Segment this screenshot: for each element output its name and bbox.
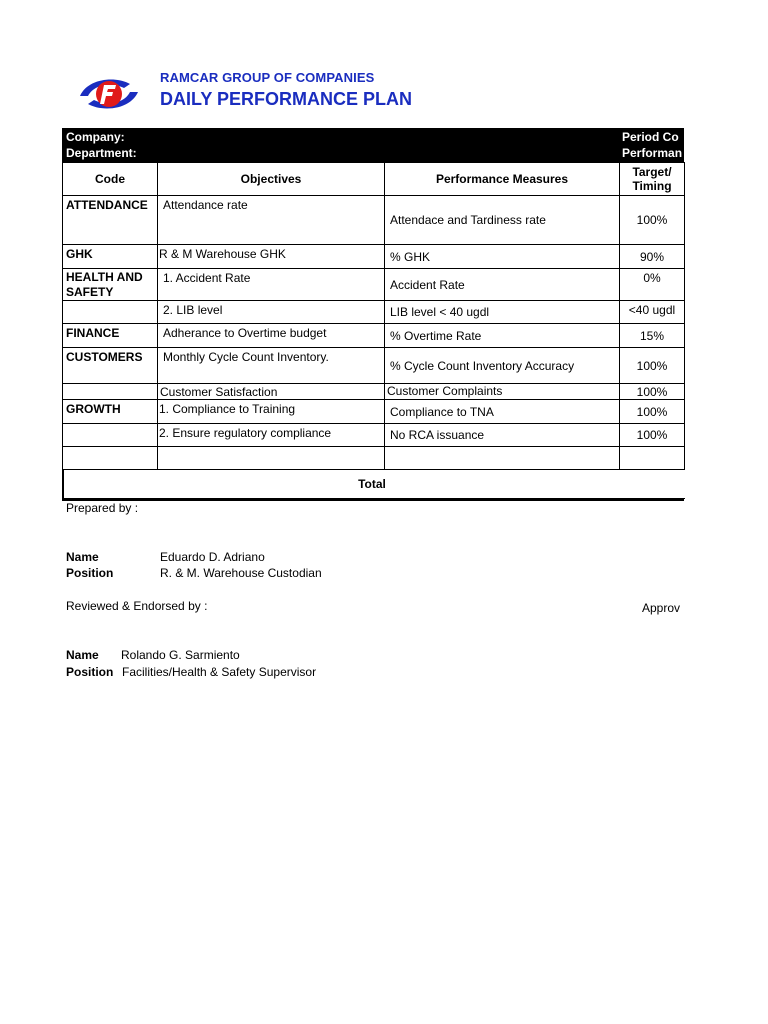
- row-measure: Attendace and Tardiness rate: [385, 196, 620, 245]
- row-target: 100%: [620, 424, 685, 447]
- table-row: [63, 424, 685, 447]
- table-left-edge: [62, 470, 64, 501]
- row-target: <40 ugdl: [620, 301, 685, 324]
- total-row: [63, 470, 685, 499]
- row-target: 100%: [620, 348, 685, 384]
- reviewed-label: Reviewed & Endorsed by :: [66, 599, 208, 613]
- prepared-name-label: Name: [66, 550, 99, 564]
- table-row: [63, 324, 685, 348]
- company-name: RAMCAR GROUP OF COMPANIES: [160, 70, 375, 85]
- prepared-position-label: Position: [66, 566, 114, 580]
- col-header-code: Code: [63, 163, 158, 196]
- row-target: [620, 447, 685, 470]
- header-band: [62, 128, 684, 162]
- row-measure: Compliance to TNA: [385, 400, 620, 424]
- row-code: [63, 424, 158, 447]
- approved-label: Approv: [642, 601, 681, 615]
- row-target: 100%: [620, 384, 685, 400]
- table-bottom-line: [62, 499, 684, 501]
- row-code: CUSTOMERS: [63, 348, 158, 384]
- table-row: [63, 400, 685, 424]
- table-row: [63, 348, 685, 384]
- row-objective: 1. Compliance to Training: [158, 400, 385, 424]
- row-objective: 2. Ensure regulatory compliance: [158, 424, 385, 447]
- reviewed-position: Facilities/Health & Safety Supervisor: [122, 665, 317, 679]
- row-measure: Customer Complaints: [385, 384, 620, 400]
- row-target: 100%: [620, 196, 685, 245]
- row-measure: No RCA issuance: [385, 424, 620, 447]
- row-code: GHK: [63, 245, 158, 269]
- performance-table: [62, 162, 685, 499]
- row-code: ATTENDANCE: [63, 196, 158, 245]
- table-row: [63, 196, 685, 245]
- company-label: Company:: [66, 130, 125, 144]
- row-objective: 1. Accident Rate: [158, 269, 385, 301]
- table-header-row: [63, 163, 685, 196]
- row-measure: [385, 447, 620, 470]
- row-objective: Adherance to Overtime budget: [158, 324, 385, 348]
- row-objective: [158, 447, 385, 470]
- table-row: [63, 384, 685, 400]
- row-measure: Accident Rate: [385, 269, 620, 301]
- page-title: DAILY PERFORMANCE PLAN: [160, 89, 413, 109]
- col-header-objectives: Objectives: [158, 163, 385, 196]
- reviewed-name-label: Name: [66, 648, 99, 662]
- row-measure: % Cycle Count Inventory Accuracy: [385, 348, 620, 384]
- row-target: 15%: [620, 324, 685, 348]
- table-row: [63, 269, 685, 301]
- period-label: Period Co: [622, 130, 679, 144]
- row-code: [63, 447, 158, 470]
- prepared-position: R. & M. Warehouse Custodian: [160, 566, 322, 580]
- row-code: [63, 384, 158, 400]
- row-measure: % GHK: [385, 245, 620, 269]
- total-label: Total: [63, 470, 685, 499]
- row-objective: Customer Satisfaction: [158, 384, 385, 400]
- row-target: 100%: [620, 400, 685, 424]
- performance-label: Performan: [622, 146, 683, 160]
- reviewed-position-label: Position: [66, 665, 114, 679]
- row-objective: Monthly Cycle Count Inventory.: [158, 348, 385, 384]
- table-row: [63, 447, 685, 470]
- row-objective: Attendance rate: [158, 196, 385, 245]
- department-label: Department:: [66, 146, 137, 160]
- row-measure: LIB level < 40 ugdl: [385, 301, 620, 324]
- prepared-by-label: Prepared by :: [66, 501, 139, 515]
- row-objective: R & M Warehouse GHK: [158, 245, 385, 269]
- row-code: [63, 301, 158, 324]
- row-code: GROWTH: [63, 400, 158, 424]
- prepared-name: Eduardo D. Adriano: [160, 550, 265, 564]
- row-target: 0%: [620, 269, 685, 301]
- row-target: 90%: [620, 245, 685, 269]
- col-header-measures: Performance Measures: [385, 163, 620, 196]
- table-row: [63, 301, 685, 324]
- table-row: [63, 245, 685, 269]
- row-code: FINANCE: [63, 324, 158, 348]
- row-objective: 2. LIB level: [158, 301, 385, 324]
- row-code: HEALTH AND SAFETY: [63, 269, 158, 301]
- col-header-target: Target/ Timing: [620, 163, 685, 196]
- reviewed-name: Rolando G. Sarmiento: [121, 648, 240, 662]
- row-measure: % Overtime Rate: [385, 324, 620, 348]
- ramcar-logo: [78, 76, 140, 112]
